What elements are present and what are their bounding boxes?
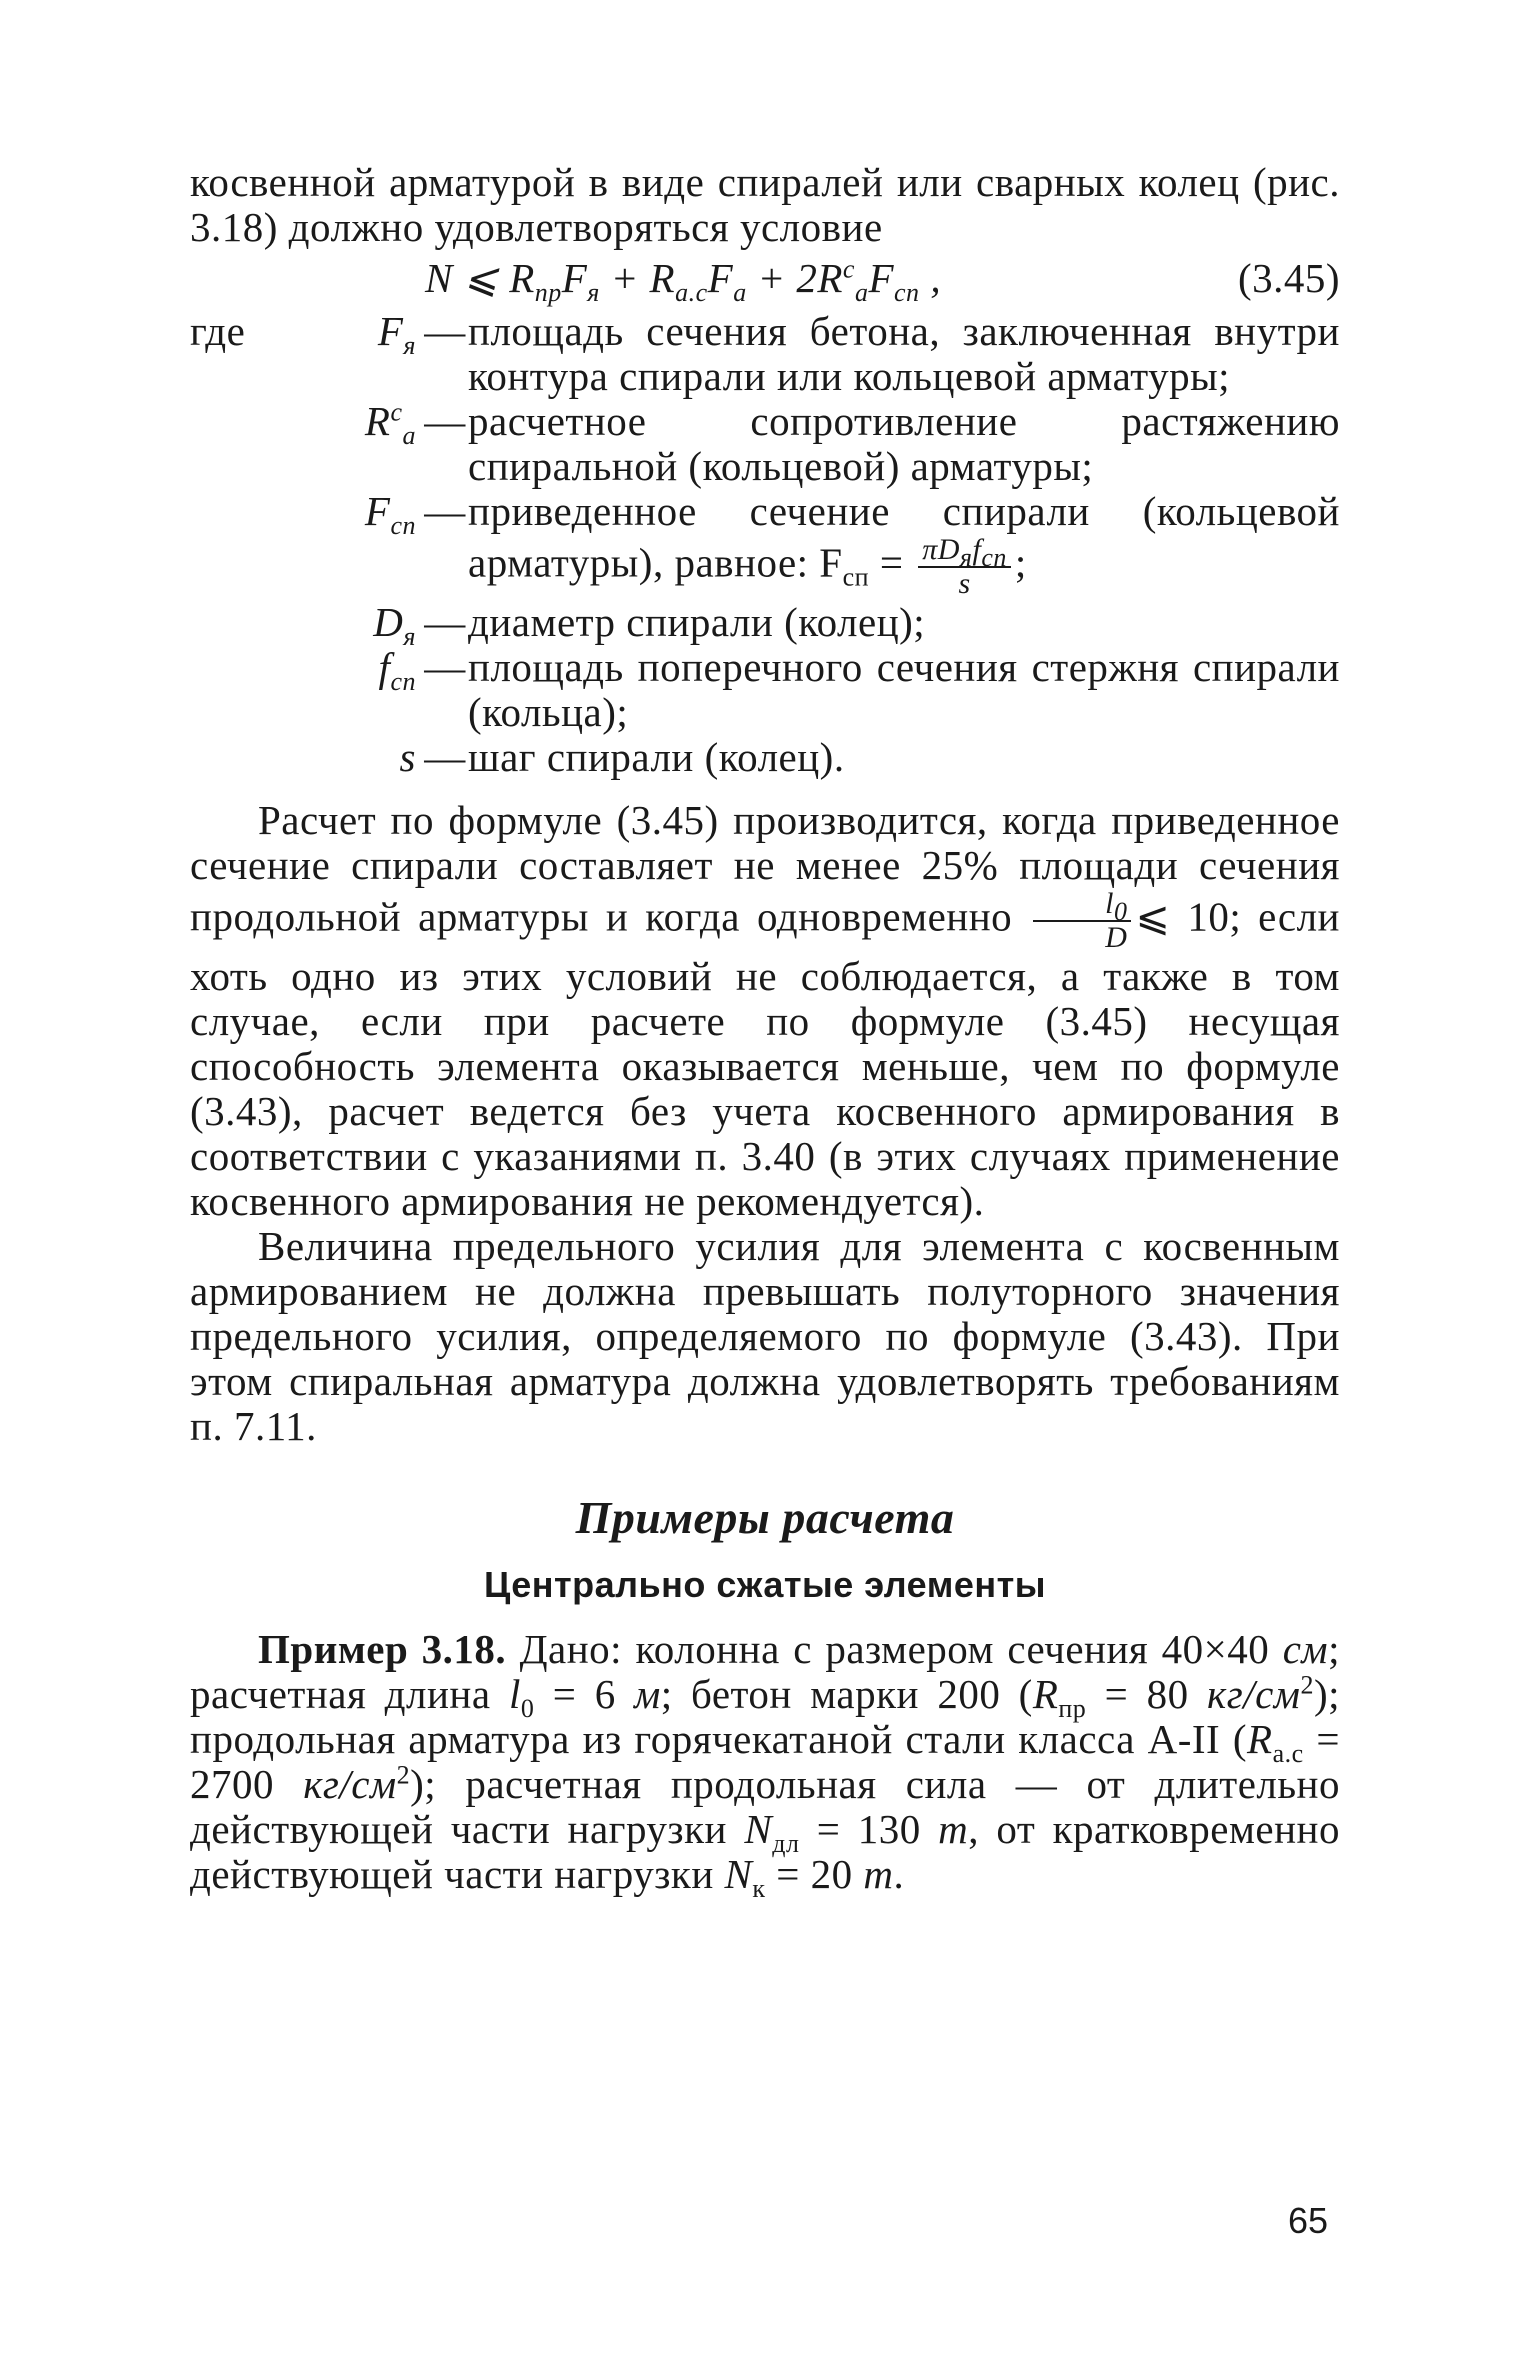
formula-number: (3.45) (1237, 255, 1340, 301)
page-number: 65 (1288, 2200, 1329, 2241)
definition-item: где $F_я$ — площадь сечения бетона, заключенная внутри контура спирали или кольцевой арматуры; (190, 308, 1340, 399)
definition-text: приведенное сечение спирали (кольцевой арматуры), равное: $F_{сп}$ = $\frac{\pi D_яf_{сп}}{s}$ ; (468, 488, 1340, 600)
definition-text: диаметр спирали (колец); (468, 599, 926, 645)
definition-symbol: $R^с_а$ (364, 397, 416, 451)
definition-symbol: s (399, 734, 416, 780)
definition-symbol: $F_я$ (377, 308, 416, 361)
formula-3-45 (190, 254, 1340, 308)
definitions-list (190, 309, 1340, 780)
example-label: Пример 3.18. (258, 1626, 507, 1672)
paragraph-calculation: Расчет по формуле (3.45) производится, когда приведенное сечение спирали составляет не менее 25% площади сечения продольной арматуры и когда одновременно $\frac{l_0}{D}$ ⩽ 10; если хоть одно из этих условий не соблюдается, а также в том случае, если при расчете по формуле (3.45) несущая способность элемента оказывается меньше, чем по формуле (3.43), расчет ведется без учета косвенного армирования в соответствии с указаниями п. 3.40 (в этих случаях применение косвенного армирования не рекомендуется). (190, 797, 1341, 1224)
definition-item: $f_{сп}$ — площадь поперечного сечения стержня спирали (кольца); (190, 645, 1340, 735)
fraction: $\frac{\pi D_яf_{сп}}{s}$ (918, 534, 1011, 600)
definition-symbol: $D_я$ (373, 599, 416, 652)
section-title: Примеры расчета (575, 1492, 955, 1543)
definition-text: расчетное сопротивление растяжению спиральной (кольцевой) арматуры; (468, 398, 1340, 489)
definition-symbol: $f_{сп}$ (378, 644, 416, 697)
formula-expression: N ⩽ $R_{пр}F_я + R_{а.с}F_а + 2R^с_аF_{сп}$ , (425, 254, 942, 308)
where-label: где (190, 308, 246, 354)
page-body (190, 159, 1341, 1904)
subsection-title: Центрально сжатые элементы (484, 1564, 1046, 1605)
definition-item: $R^с_а$ — расчетное сопротивление растяжению спиральной (кольцевой) арматуры; (190, 399, 1340, 489)
definition-symbol: $F_{сп}$ (364, 488, 416, 541)
fraction: $\frac{l_0}{D}$ (1033, 888, 1131, 954)
definition-text: шаг спирали (колец). (468, 734, 845, 780)
definition-text: площадь поперечного сечения стержня спирали (кольца); (468, 644, 1340, 735)
example-paragraph: Пример 3.18. Дано: колонна с размером сечения 40×40 см; расчетная длина $l_0 = 6$ м; бетон марки 200 ($R_{пр} = 80$ $кг/см^2$); продольная арматура из горячекатаной стали класса А-II ($R_{а.с} = 2700$ $кг/см^2$); расчетная продольная сила — от длительно действующей части нагрузки $N_{дл} = 130$ т, от кратковременно действующей части нагрузки $N_к = 20$ т. (190, 1626, 1341, 1904)
definition-item: $F_{сп}$ — приведенное сечение спирали (кольцевой арматуры), равное: $F_{сп}$ = $\frac{\pi D_яf_{сп}}{s}$ ; (190, 489, 1340, 600)
paragraph-limit: Величина предельного усилия для элемента с косвенным армированием не должна превышать полуторного значения предельного усилия, определяемого по формуле (3.43). При этом спиральная арматура должна удовлетворять требованиям п. 7.11. (190, 1223, 1340, 1449)
definition-item: s — шаг спирали (колец). (190, 735, 1340, 780)
definition-text: площадь сечения бетона, заключенная внутри контура спирали или кольцевой арматуры; (468, 308, 1340, 399)
intro-paragraph: косвенной арматурой в виде спиралей или сварных колец (рис. 3.18) должно удовлетворяться условие (190, 159, 1340, 250)
definition-item: $D_я$ — диаметр спирали (колец); (190, 600, 1340, 645)
